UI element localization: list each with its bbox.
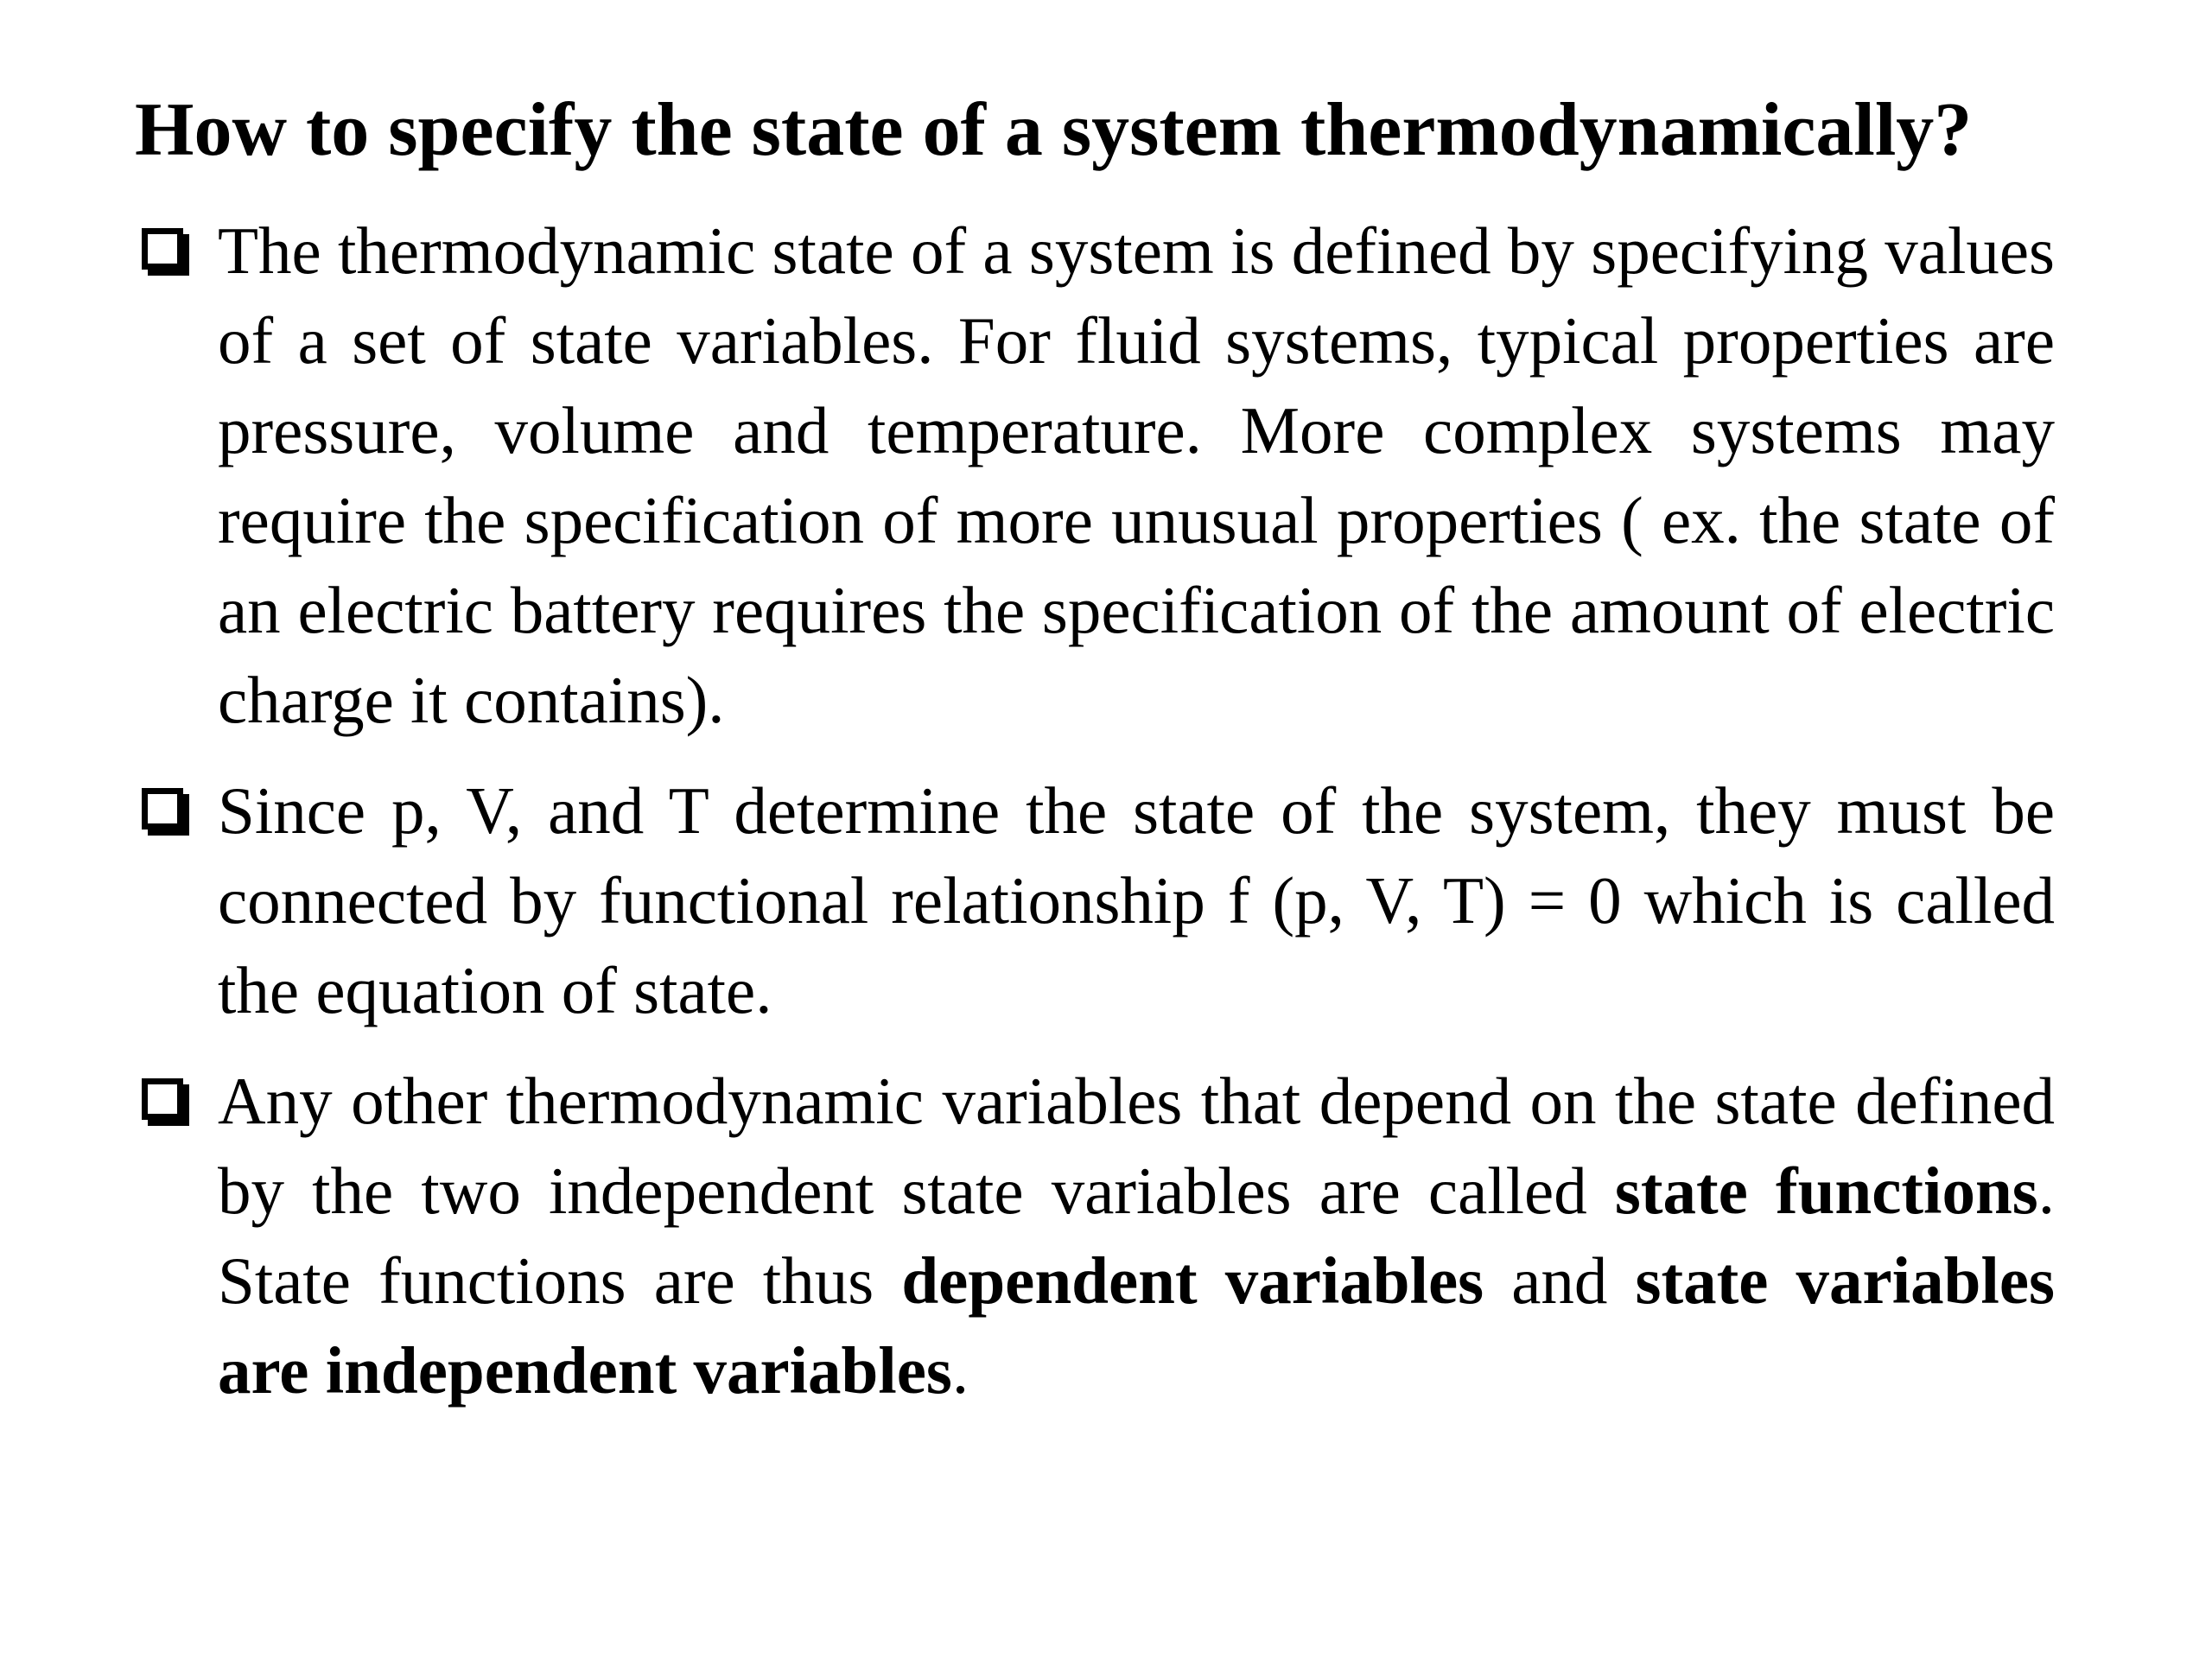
bullet-item-state-definition bbox=[137, 206, 2055, 745]
text-segment: . bbox=[951, 1333, 969, 1408]
hollow-square-bullet-icon bbox=[142, 788, 183, 830]
bullet-item-state-functions bbox=[137, 1056, 2055, 1415]
slide-title: How to specify the state of a system thermodynamically? bbox=[135, 88, 1973, 172]
text-segment: . State functions are thus bbox=[218, 1154, 2055, 1318]
bold-term-state-functions: state functions bbox=[1614, 1154, 2038, 1228]
hollow-square-bullet-icon bbox=[142, 1078, 183, 1120]
bullet-text: The thermodynamic state of a system is defined by specifying values of a set of state variables. For fluid systems, typical properties are pressure, volume and temperature. More complex systems may require the specification of more unusual properties ( ex. the state of an electric battery requires the specification of the amount of electric charge it contains). bbox=[218, 213, 2055, 737]
bullet-item-equation-of-state bbox=[137, 766, 2055, 1035]
text-segment: and bbox=[1484, 1243, 1636, 1318]
hollow-square-bullet-icon bbox=[142, 228, 183, 270]
bullet-list bbox=[137, 206, 2055, 1436]
text-segment: Any other thermodynamic variables that depend on the state defined by the two independent state variables are called bbox=[218, 1064, 2055, 1228]
bold-term-dependent-variables: dependent variables bbox=[901, 1243, 1484, 1318]
bullet-text: Since p, V, and T determine the state of the system, they must be connected by functional relationship f (p, V, T) = 0 which is called the equation of state. bbox=[218, 773, 2055, 1027]
bullet-text bbox=[218, 1056, 2055, 1415]
bold-term-independent-variables: state variables are independent variables bbox=[218, 1243, 2055, 1408]
